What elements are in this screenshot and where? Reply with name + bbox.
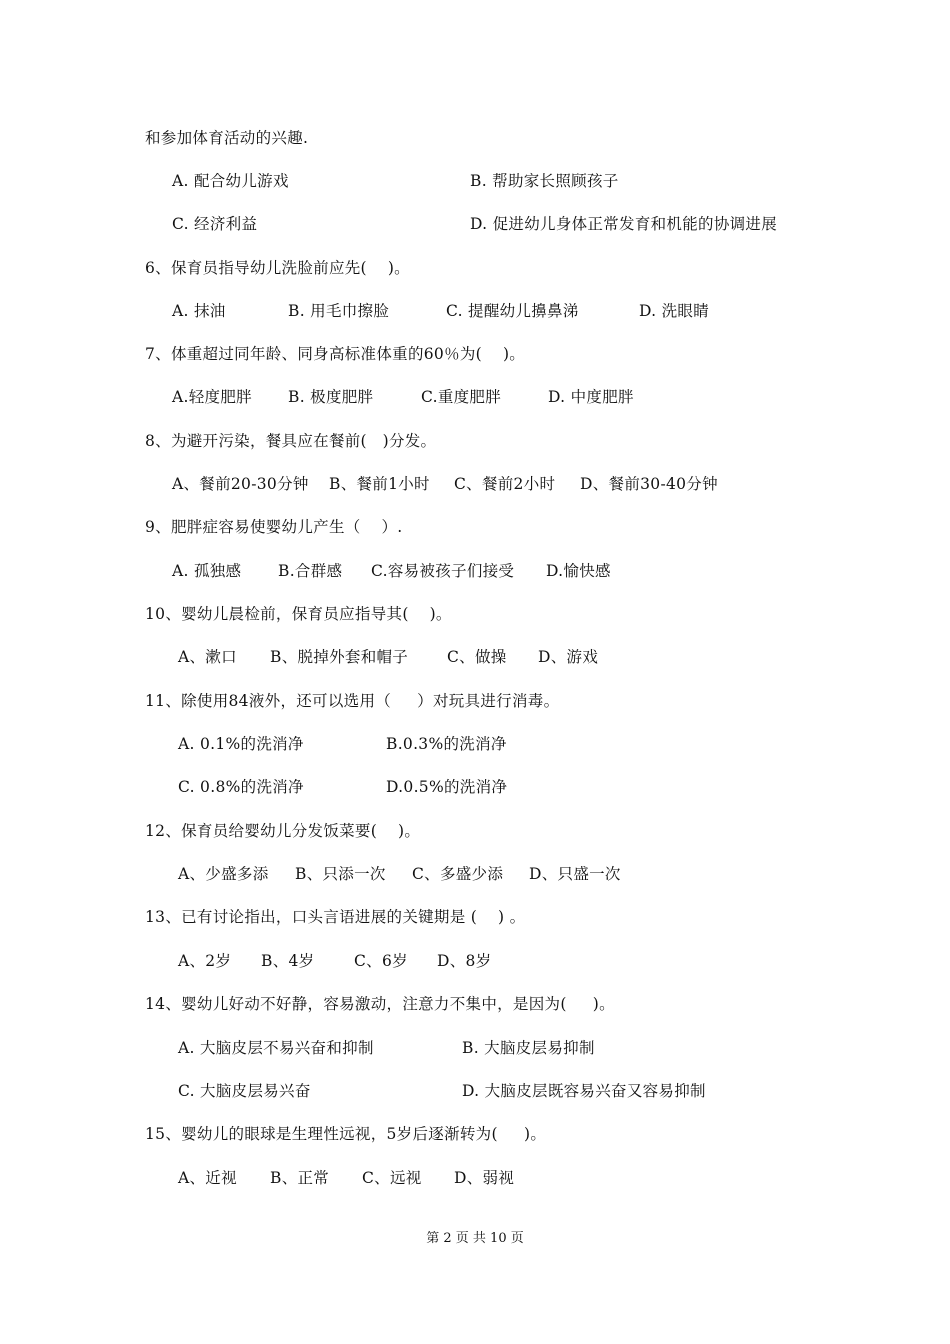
q5-option-a: A. 配合幼儿游戏 <box>172 172 289 190</box>
page-footer: 第 2 页 共 10 页 <box>426 1231 524 1246</box>
q10-option-c: C、做操 <box>447 648 507 666</box>
q15-option-b: B、正常 <box>270 1169 330 1187</box>
question-continuation: 和参加体育活动的兴趣. <box>145 129 309 147</box>
q9-option-c: C.容易被孩子们接受 <box>371 562 515 580</box>
question-6: 6、保育员指导幼儿洗脸前应先( )。 <box>145 259 410 277</box>
q11-option-b: B.0.3%的洗消净 <box>386 735 507 753</box>
q13-option-b: B、4岁 <box>261 952 315 970</box>
q5-option-d: D. 促进幼儿身体正常发育和机能的协调进展 <box>470 215 778 233</box>
q14-option-b: B. 大脑皮层易抑制 <box>462 1039 595 1057</box>
question-15: 15、婴幼儿的眼球是生理性远视，5岁后逐渐转为( )。 <box>145 1125 547 1143</box>
q15-option-d: D、弱视 <box>454 1169 515 1187</box>
q6-option-b: B. 用毛巾擦脸 <box>288 302 390 320</box>
q9-option-b: B.合群感 <box>278 562 343 580</box>
question-14: 14、婴幼儿好动不好静，容易激动，注意力不集中，是因为( )。 <box>145 995 615 1013</box>
q8-option-a: A、餐前20-30分钟 <box>172 475 309 493</box>
q5-option-c: C. 经济利益 <box>172 215 258 233</box>
q15-option-c: C、远视 <box>362 1169 422 1187</box>
q14-option-a: A. 大脑皮层不易兴奋和抑制 <box>178 1039 374 1057</box>
q12-option-d: D、只盛一次 <box>529 865 621 883</box>
q12-option-c: C、多盛少添 <box>412 865 504 883</box>
q14-option-d: D. 大脑皮层既容易兴奋又容易抑制 <box>462 1082 706 1100</box>
q12-option-a: A、少盛多添 <box>178 865 269 883</box>
q11-option-d: D.0.5%的洗消净 <box>386 778 508 796</box>
q14-option-c: C. 大脑皮层易兴奋 <box>178 1082 311 1100</box>
question-11: 11、除使用84液外，还可以选用（ ）对玩具进行消毒。 <box>145 692 560 710</box>
q10-option-a: A、漱口 <box>178 648 237 666</box>
q9-option-d: D.愉快感 <box>546 562 611 580</box>
q5-option-b: B. 帮助家长照顾孩子 <box>470 172 619 190</box>
q7-option-a: A.轻度肥胖 <box>172 388 252 406</box>
question-10: 10、婴幼儿晨检前，保育员应指导其( )。 <box>145 605 452 623</box>
question-12: 12、保育员给婴幼儿分发饭菜要( )。 <box>145 822 421 840</box>
question-13: 13、已有讨论指出，口头言语进展的关键期是 ( ) 。 <box>145 908 526 926</box>
q8-option-c: C、餐前2小时 <box>454 475 556 493</box>
question-7: 7、体重超过同年龄、同身高标准体重的60％为( )。 <box>145 345 526 363</box>
q10-option-b: B、脱掉外套和帽子 <box>270 648 409 666</box>
q7-option-b: B. 极度肥胖 <box>288 388 374 406</box>
q13-option-a: A、2岁 <box>178 952 232 970</box>
q9-option-a: A. 孤独感 <box>172 562 242 580</box>
q11-option-a: A. 0.1%的洗消净 <box>178 735 304 753</box>
q12-option-b: B、只添一次 <box>295 865 386 883</box>
question-9: 9、肥胖症容易使婴幼儿产生（ ）. <box>145 518 403 536</box>
q10-option-d: D、游戏 <box>538 648 599 666</box>
q8-option-d: D、餐前30-40分钟 <box>580 475 718 493</box>
q7-option-c: C.重度肥胖 <box>421 388 502 406</box>
q7-option-d: D. 中度肥胖 <box>548 388 634 406</box>
q15-option-a: A、近视 <box>178 1169 237 1187</box>
q13-option-d: D、8岁 <box>437 952 492 970</box>
q8-option-b: B、餐前1小时 <box>329 475 430 493</box>
q13-option-c: C、6岁 <box>354 952 408 970</box>
q11-option-c: C. 0.8%的洗消净 <box>178 778 304 796</box>
question-8: 8、为避开污染，餐具应在餐前( )分发。 <box>145 432 437 450</box>
q6-option-a: A. 抹油 <box>172 302 226 320</box>
q6-option-c: C. 提醒幼儿擤鼻涕 <box>446 302 579 320</box>
q6-option-d: D. 洗眼睛 <box>639 302 710 320</box>
